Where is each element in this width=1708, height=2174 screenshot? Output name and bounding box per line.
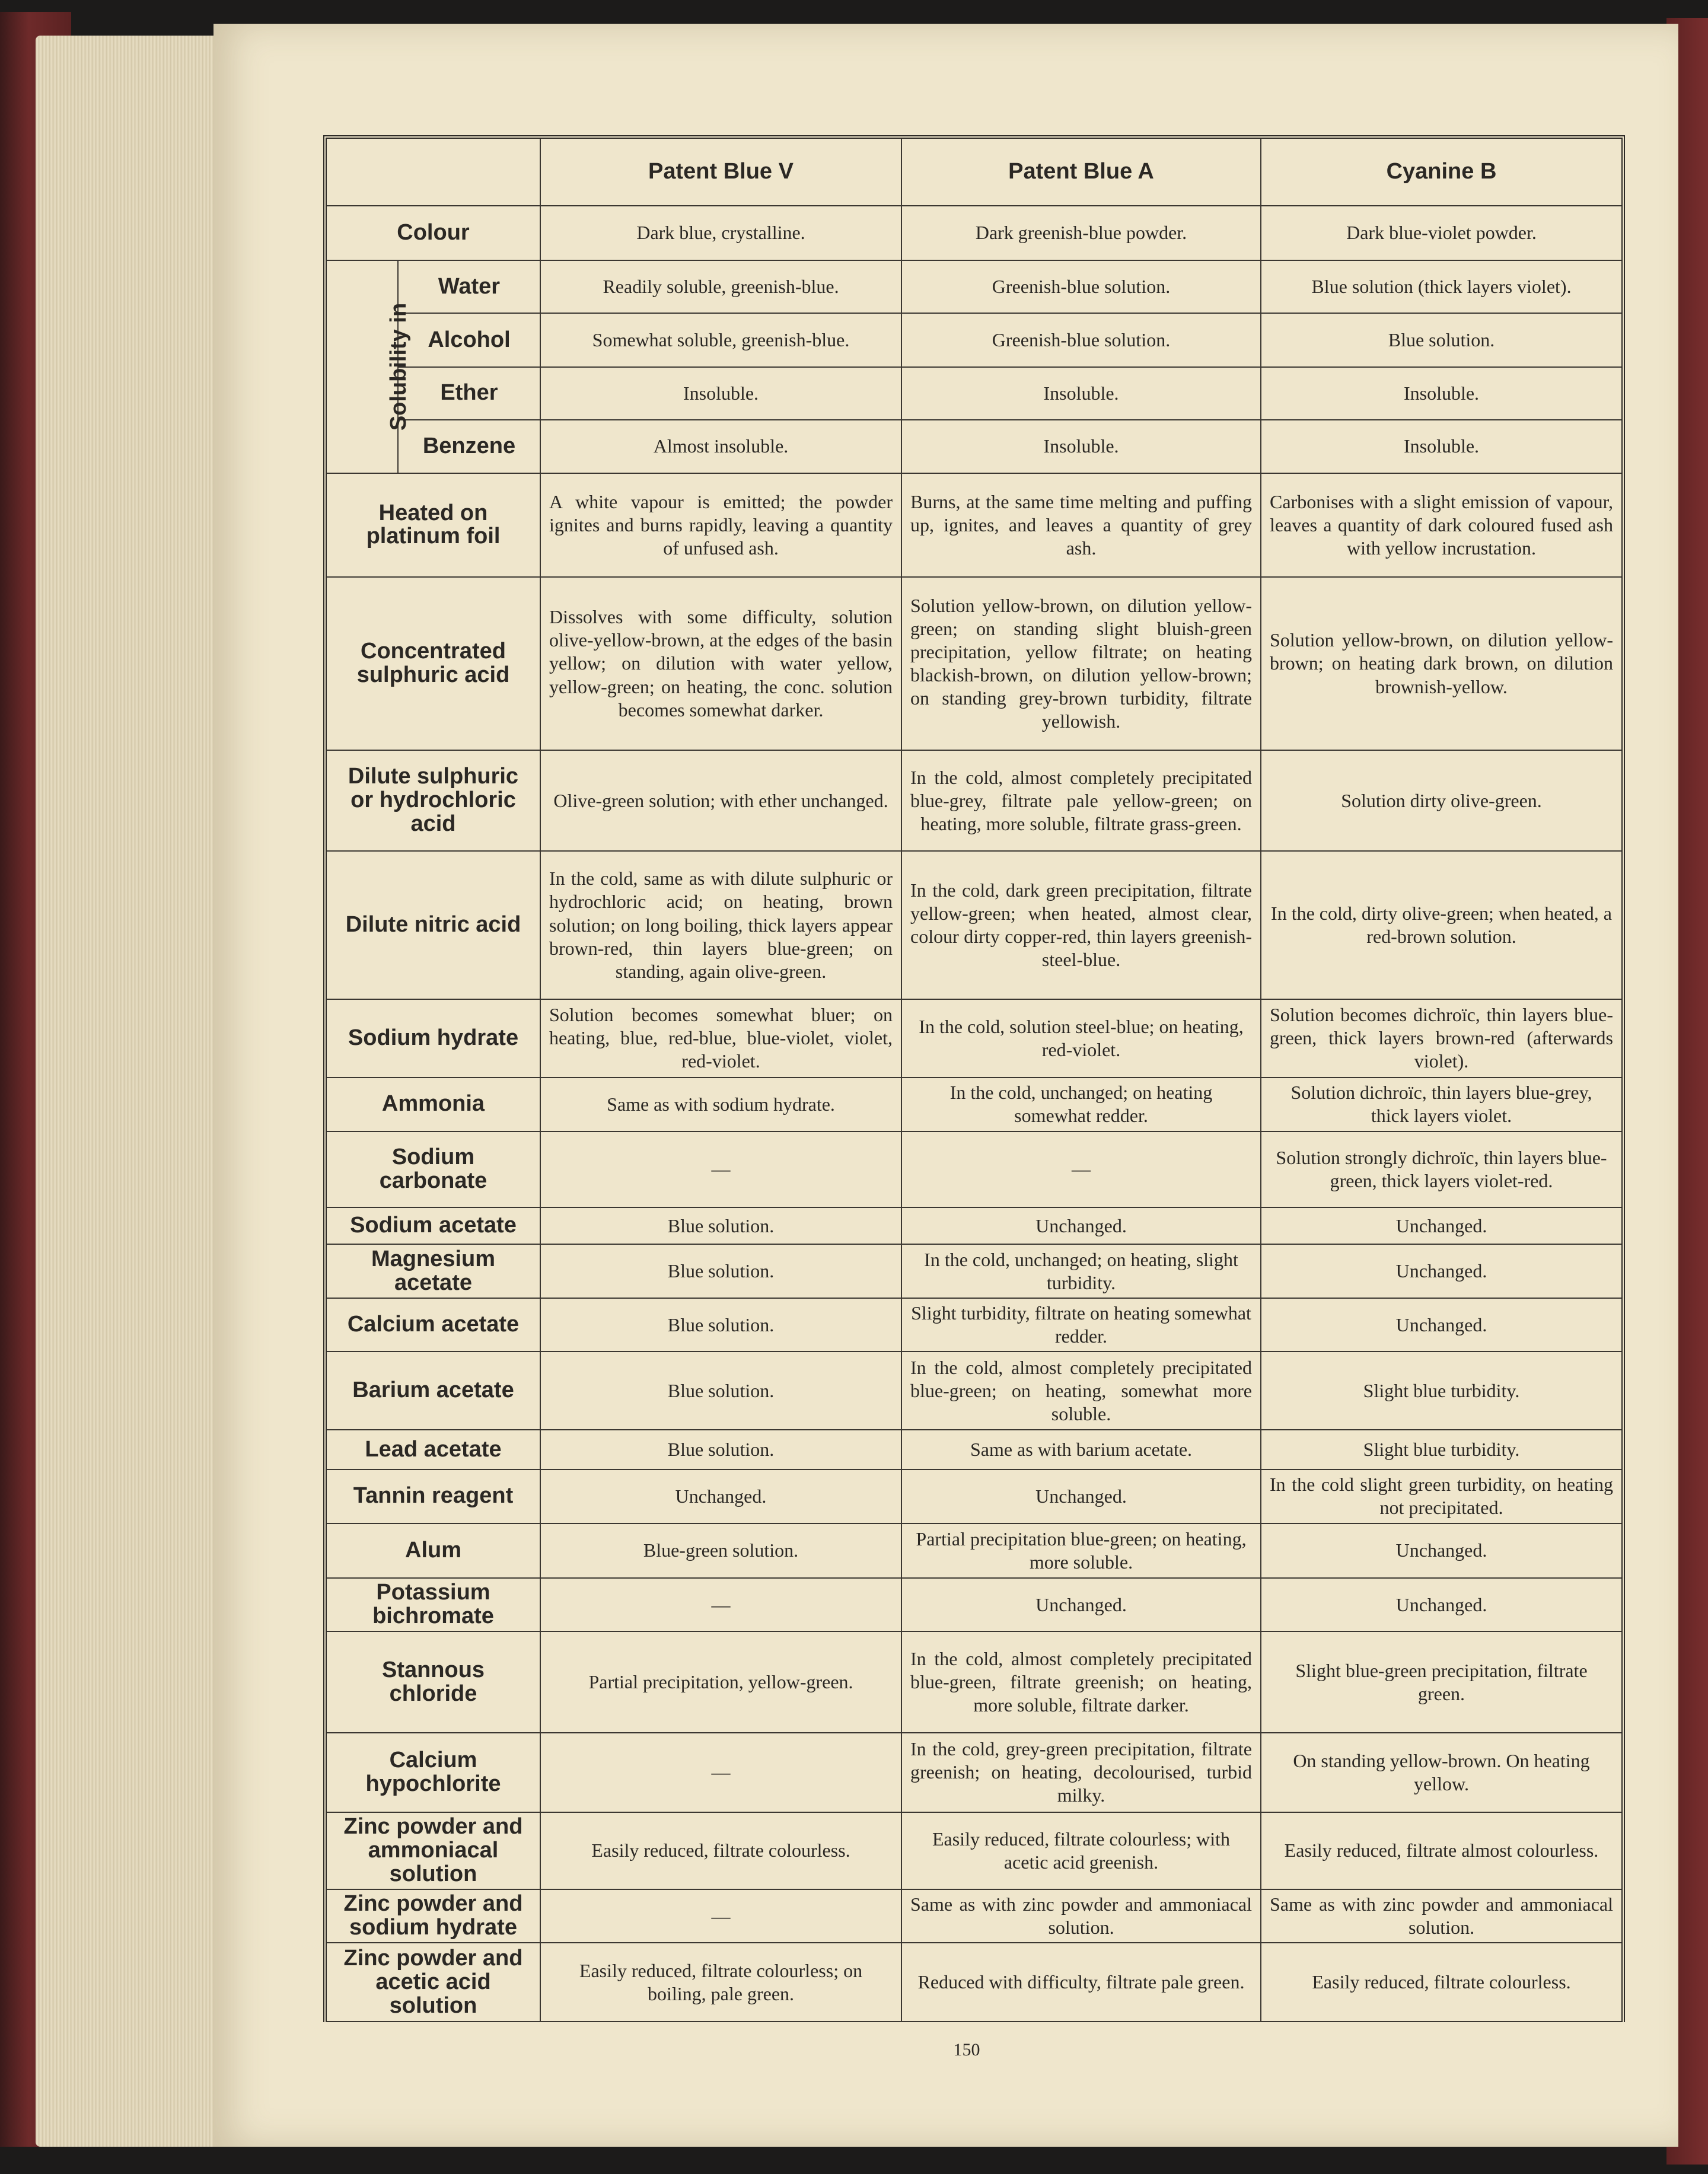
row-label: Benzene xyxy=(398,420,540,473)
row-label: Sodium carbonate xyxy=(327,1131,540,1208)
row-label: Water xyxy=(398,260,540,313)
table-cell: Insoluble. xyxy=(1261,367,1621,420)
table-cell: Insoluble. xyxy=(901,420,1261,473)
table-cell: Unchanged. xyxy=(901,1207,1261,1244)
corner-cell xyxy=(327,139,540,206)
table-cell: In the cold, same as with dilute sulphuric or hydrochloric acid; on heating, brown solution; on long boiling, thick layers appear brown-red, thin layers blue-green; on standing, again olive-green. xyxy=(540,851,901,999)
row-label: Heated on platinum foil xyxy=(327,473,540,578)
table-row xyxy=(327,999,1621,1078)
table-cell: Insoluble. xyxy=(540,367,901,420)
table-cell: In the cold, dark green precipitation, filtrate yellow-green; when heated, almost clear, colour dirty copper-red, thin layers greenish-steel-blue. xyxy=(901,851,1261,999)
table-row xyxy=(327,420,1621,473)
table-row xyxy=(327,367,1621,420)
row-label: Magnesium acetate xyxy=(327,1244,540,1298)
column-header-patent-blue-a: Patent Blue A xyxy=(901,139,1261,206)
table-cell: Blue solution. xyxy=(540,1298,901,1351)
row-label: Dilute nitric acid xyxy=(327,851,540,999)
table-cell: Unchanged. xyxy=(540,1469,901,1523)
row-label: Calcium acetate xyxy=(327,1298,540,1351)
row-label: Alum xyxy=(327,1523,540,1578)
table-cell: Same as with zinc powder and ammoniacal solution. xyxy=(1261,1889,1621,1943)
reaction-table-frame xyxy=(323,135,1625,2022)
table-cell: Unchanged. xyxy=(1261,1523,1621,1578)
table-cell: In the cold, almost completely precipitated blue-green, filtrate greenish; on heating, more soluble, filtrate darker. xyxy=(901,1631,1261,1733)
row-label: Sodium hydrate xyxy=(327,999,540,1078)
table-row xyxy=(327,1351,1621,1430)
table-cell: Dark blue, crystalline. xyxy=(540,206,901,260)
table-cell: In the cold, dirty olive-green; when heated, a red-brown solution. xyxy=(1261,851,1621,999)
table-row xyxy=(327,1943,1621,2022)
table-row xyxy=(327,1631,1621,1733)
table-row xyxy=(327,473,1621,578)
table-cell: Carbonises with a slight emission of vapour, leaves a quantity of dark coloured fused ash with yellow incrustation. xyxy=(1261,473,1621,578)
table-row xyxy=(327,1298,1621,1351)
table-row xyxy=(327,750,1621,852)
table-cell: Same as with barium acetate. xyxy=(901,1430,1261,1469)
table-row xyxy=(327,851,1621,999)
table-cell: Dissolves with some difficulty, solution olive-yellow-brown, at the edges of the basin yellow; on dilution with water yellow, yellow-green; on heating, the conc. solution becomes somewhat darker. xyxy=(540,577,901,750)
header-row xyxy=(327,139,1621,206)
table-row xyxy=(327,1430,1621,1469)
table-cell: Almost insoluble. xyxy=(540,420,901,473)
table-cell: Solution yellow-brown, on dilution yellow-green; on standing slight bluish-green precipitation, yellow filtrate; on heating blackish-brown, on dilution yellow-brown; on standing grey-brown turbidity, filtrate yellowish. xyxy=(901,577,1261,750)
page-number: 150 xyxy=(953,2040,980,2060)
table-cell: Partial precipitation blue-green; on heating, more soluble. xyxy=(901,1523,1261,1578)
table-cell: Insoluble. xyxy=(901,367,1261,420)
table-cell: Solution becomes somewhat bluer; on heating, blue, red-blue, blue-violet, violet, red-violet. xyxy=(540,999,901,1078)
table-cell: Slight blue turbidity. xyxy=(1261,1430,1621,1469)
table-cell: Somewhat soluble, greenish-blue. xyxy=(540,313,901,366)
row-label: Sodium acetate xyxy=(327,1207,540,1244)
table-cell: Same as with sodium hydrate. xyxy=(540,1078,901,1131)
page-stack xyxy=(36,36,225,2147)
table-cell: — xyxy=(540,1889,901,1943)
table-row xyxy=(327,260,1621,313)
table-cell: Same as with zinc powder and ammoniacal solution. xyxy=(901,1889,1261,1943)
table-cell: Easily reduced, filtrate colourless. xyxy=(540,1812,901,1889)
table-cell: Partial precipitation, yellow-green. xyxy=(540,1631,901,1733)
row-label: Barium acetate xyxy=(327,1351,540,1430)
table-cell: Blue-green solution. xyxy=(540,1523,901,1578)
table-cell: Unchanged. xyxy=(1261,1207,1621,1244)
row-label: Dilute sulphuric or hydrochloric acid xyxy=(327,750,540,852)
table-row xyxy=(327,1207,1621,1244)
table-cell: Easily reduced, filtrate colourless; on boiling, pale green. xyxy=(540,1943,901,2022)
row-label: Concentrated sulphuric acid xyxy=(327,577,540,750)
table-row xyxy=(327,1523,1621,1578)
table-row xyxy=(327,1244,1621,1298)
row-label: Colour xyxy=(327,206,540,260)
table-cell: Reduced with difficulty, filtrate pale green. xyxy=(901,1943,1261,2022)
table-cell: Greenish-blue solution. xyxy=(901,260,1261,313)
table-cell: Solution dirty olive-green. xyxy=(1261,750,1621,852)
table-cell: Unchanged. xyxy=(1261,1298,1621,1351)
table-cell: Burns, at the same time melting and puffing up, ignites, and leaves a quantity of grey ash. xyxy=(901,473,1261,578)
table-cell: Blue solution. xyxy=(540,1351,901,1430)
solubility-group-label xyxy=(327,260,412,473)
dye-reaction-table xyxy=(327,139,1621,2022)
table-cell: — xyxy=(540,1578,901,1631)
table-cell: Solution dichroïc, thin layers blue-grey, thick layers violet. xyxy=(1261,1078,1621,1131)
row-label: Potassium bichromate xyxy=(327,1578,540,1631)
row-label: Ether xyxy=(398,367,540,420)
table-cell: Dark greenish-blue powder. xyxy=(901,206,1261,260)
table-row xyxy=(327,1812,1621,1889)
table-cell: Easily reduced, filtrate almost colourless. xyxy=(1261,1812,1621,1889)
table-cell: — xyxy=(540,1131,901,1208)
table-cell: Unchanged. xyxy=(901,1469,1261,1523)
table-row xyxy=(327,313,1621,366)
table-cell: — xyxy=(540,1733,901,1812)
table-row xyxy=(327,1131,1621,1208)
table-cell: A white vapour is emitted; the powder ignites and burns rapidly, leaving a quantity of unfused ash. xyxy=(540,473,901,578)
table-row xyxy=(327,1889,1621,1943)
table-cell: In the cold, unchanged; on heating somewhat redder. xyxy=(901,1078,1261,1131)
table-cell: Insoluble. xyxy=(1261,420,1621,473)
table-cell: Unchanged. xyxy=(1261,1578,1621,1631)
column-header-cyanine-b: Cyanine B xyxy=(1261,139,1621,206)
row-label: Calcium hypochlorite xyxy=(327,1733,540,1812)
column-header-patent-blue-v: Patent Blue V xyxy=(540,139,901,206)
row-label: Ammonia xyxy=(327,1078,540,1131)
table-cell: Slight blue turbidity. xyxy=(1261,1351,1621,1430)
table-cell: — xyxy=(901,1131,1261,1208)
table-cell: Readily soluble, greenish-blue. xyxy=(540,260,901,313)
row-label: Lead acetate xyxy=(327,1430,540,1469)
table-cell: Dark blue-violet powder. xyxy=(1261,206,1621,260)
table-cell: Solution yellow-brown, on dilution yellow-brown; on heating dark brown, on dilution brownish-yellow. xyxy=(1261,577,1621,750)
table-row xyxy=(327,1578,1621,1631)
solubility-label-text: Solubility in xyxy=(386,302,412,431)
table-row xyxy=(327,1469,1621,1523)
table-cell: On standing yellow-brown. On heating yellow. xyxy=(1261,1733,1621,1812)
table-row xyxy=(327,1733,1621,1812)
table-cell: Easily reduced, filtrate colourless; with acetic acid greenish. xyxy=(901,1812,1261,1889)
row-label: Zinc powder and ammoniacal solution xyxy=(327,1812,540,1889)
table-cell: Unchanged. xyxy=(901,1578,1261,1631)
table-cell: Blue solution. xyxy=(540,1207,901,1244)
row-label: Zinc powder and acetic acid solution xyxy=(327,1943,540,2022)
table-cell: Olive-green solution; with ether unchanged. xyxy=(540,750,901,852)
row-label: Zinc powder and sodium hydrate xyxy=(327,1889,540,1943)
table-cell: Solution strongly dichroïc, thin layers blue-green, thick layers violet-red. xyxy=(1261,1131,1621,1208)
table-cell: Slight blue-green precipitation, filtrate green. xyxy=(1261,1631,1621,1733)
table-cell: In the cold, almost completely precipitated blue-grey, filtrate pale yellow-green; on heating, more soluble, filtrate grass-green. xyxy=(901,750,1261,852)
row-label: Alcohol xyxy=(398,313,540,366)
table-cell: In the cold, grey-green precipitation, filtrate greenish; on heating, decolourised, turbid milky. xyxy=(901,1733,1261,1812)
table-row xyxy=(327,1078,1621,1131)
table-cell: Solution becomes dichroïc, thin layers blue-green, thick layers brown-red (afterwards violet). xyxy=(1261,999,1621,1078)
row-label: Stannous chloride xyxy=(327,1631,540,1733)
table-row xyxy=(327,577,1621,750)
table-cell: Greenish-blue solution. xyxy=(901,313,1261,366)
table-cell: Slight turbidity, filtrate on heating somewhat redder. xyxy=(901,1298,1261,1351)
table-cell: Blue solution. xyxy=(540,1244,901,1298)
table-cell: Blue solution. xyxy=(1261,313,1621,366)
table-cell: In the cold, unchanged; on heating, slight turbidity. xyxy=(901,1244,1261,1298)
table-cell: In the cold slight green turbidity, on heating not precipitated. xyxy=(1261,1469,1621,1523)
table-cell: In the cold, almost completely precipitated blue-green; on heating, somewhat more soluble. xyxy=(901,1351,1261,1430)
table-cell: Unchanged. xyxy=(1261,1244,1621,1298)
row-label: Tannin reagent xyxy=(327,1469,540,1523)
table-cell: In the cold, solution steel-blue; on heating, red-violet. xyxy=(901,999,1261,1078)
table-cell: Blue solution. xyxy=(540,1430,901,1469)
table-row xyxy=(327,206,1621,260)
table-cell: Blue solution (thick layers violet). xyxy=(1261,260,1621,313)
table-cell: Easily reduced, filtrate colourless. xyxy=(1261,1943,1621,2022)
